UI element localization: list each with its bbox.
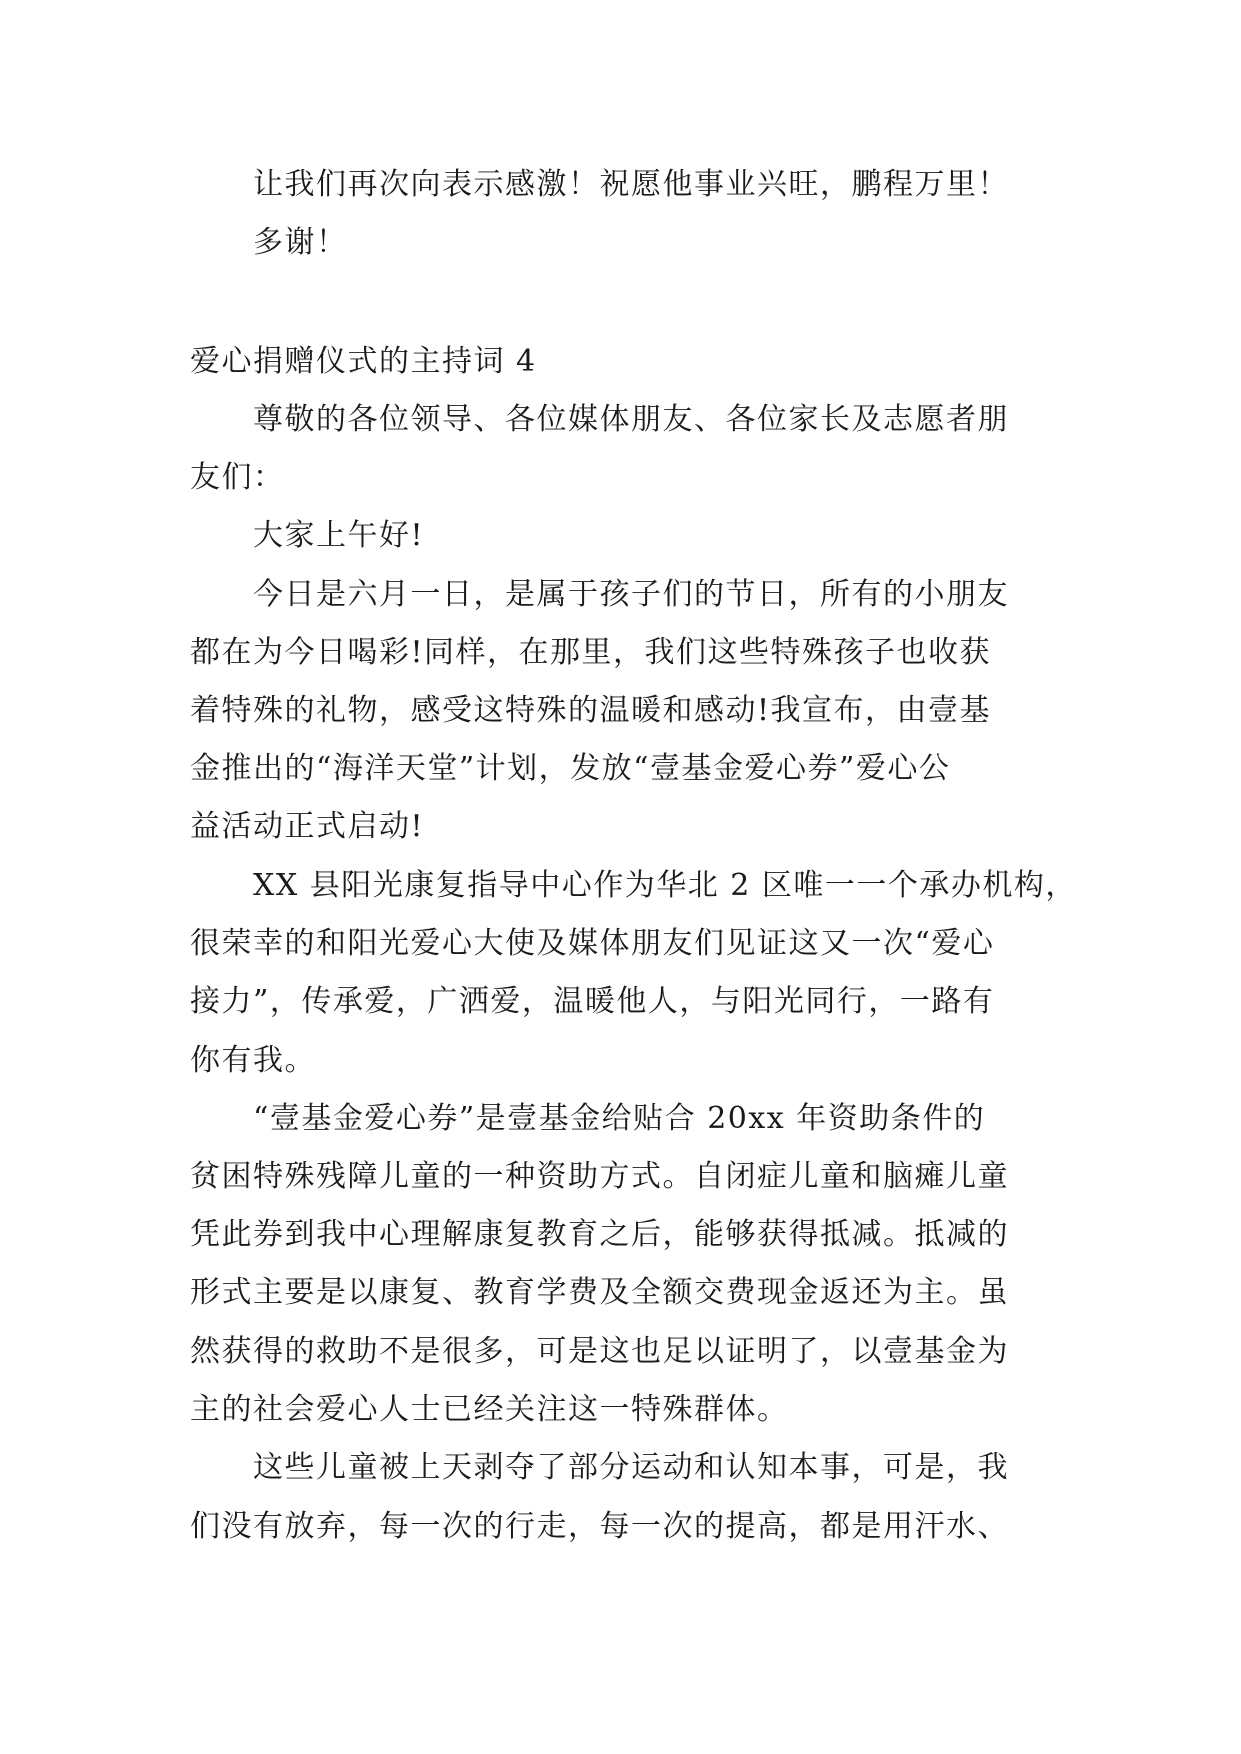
paragraph-line: 主的社会爱心人士已经关注这一特殊群体。 bbox=[190, 1392, 789, 1427]
paragraph-line: 尊敬的各位领导、各位媒体朋友、各位家长及志愿者朋 bbox=[253, 402, 1009, 437]
paragraph-line: 金推出的“海洋天堂”计划，发放“壹基金爱心券”爱心公 bbox=[190, 751, 951, 786]
paragraph-line: 这些儿童被上天剥夺了部分运动和认知本事，可是，我 bbox=[253, 1450, 1009, 1485]
section-heading: 爱心捐赠仪式的主持词 4 bbox=[190, 344, 537, 379]
paragraph-line: 接力”，传承爱，广洒爱，温暖他人，与阳光同行，一路有 bbox=[190, 984, 995, 1019]
paragraph-line: 着特殊的礼物，感受这特殊的温暖和感动!我宣布，由壹基 bbox=[190, 693, 992, 728]
paragraph-line: 然获得的救助不是很多，可是这也足以证明了，以壹基金为 bbox=[190, 1334, 1009, 1369]
paragraph-line: 们没有放弃，每一次的行走，每一次的提高，都是用汗水、 bbox=[190, 1509, 1009, 1544]
paragraph-line: 凭此券到我中心理解康复教育之后，能够获得抵减。抵减的 bbox=[190, 1217, 1009, 1252]
paragraph-line: 多谢！ bbox=[253, 225, 348, 260]
paragraph-line: 很荣幸的和阳光爱心大使及媒体朋友们见证这又一次“爱心 bbox=[190, 926, 995, 961]
paragraph-line: 今日是六月一日，是属于孩子们的节日，所有的小朋友 bbox=[253, 577, 1009, 612]
paragraph-line: 友们： bbox=[190, 460, 285, 495]
paragraph-line: 让我们再次向表示感激！祝愿他事业兴旺，鹏程万里！ bbox=[253, 167, 1009, 202]
paragraph-line: “壹基金爱心券”是壹基金给贴合 20xx 年资助条件的 bbox=[253, 1101, 986, 1136]
paragraph-line: 形式主要是以康复、教育学费及全额交费现金返还为主。虽 bbox=[190, 1275, 1009, 1310]
paragraph-line: 你有我。 bbox=[190, 1043, 316, 1078]
paragraph-line: 贫困特殊残障儿童的一种资助方式。自闭症儿童和脑瘫儿童 bbox=[190, 1159, 1009, 1194]
paragraph-line: 益活动正式启动! bbox=[190, 809, 425, 844]
paragraph-line: 大家上午好! bbox=[253, 518, 425, 553]
paragraph-line: 都在为今日喝彩!同样，在那里，我们这些特殊孩子也收获 bbox=[190, 635, 992, 670]
paragraph-line: XX 县阳光康复指导中心作为华北 2 区唯一一个承办机构， bbox=[253, 868, 1077, 903]
